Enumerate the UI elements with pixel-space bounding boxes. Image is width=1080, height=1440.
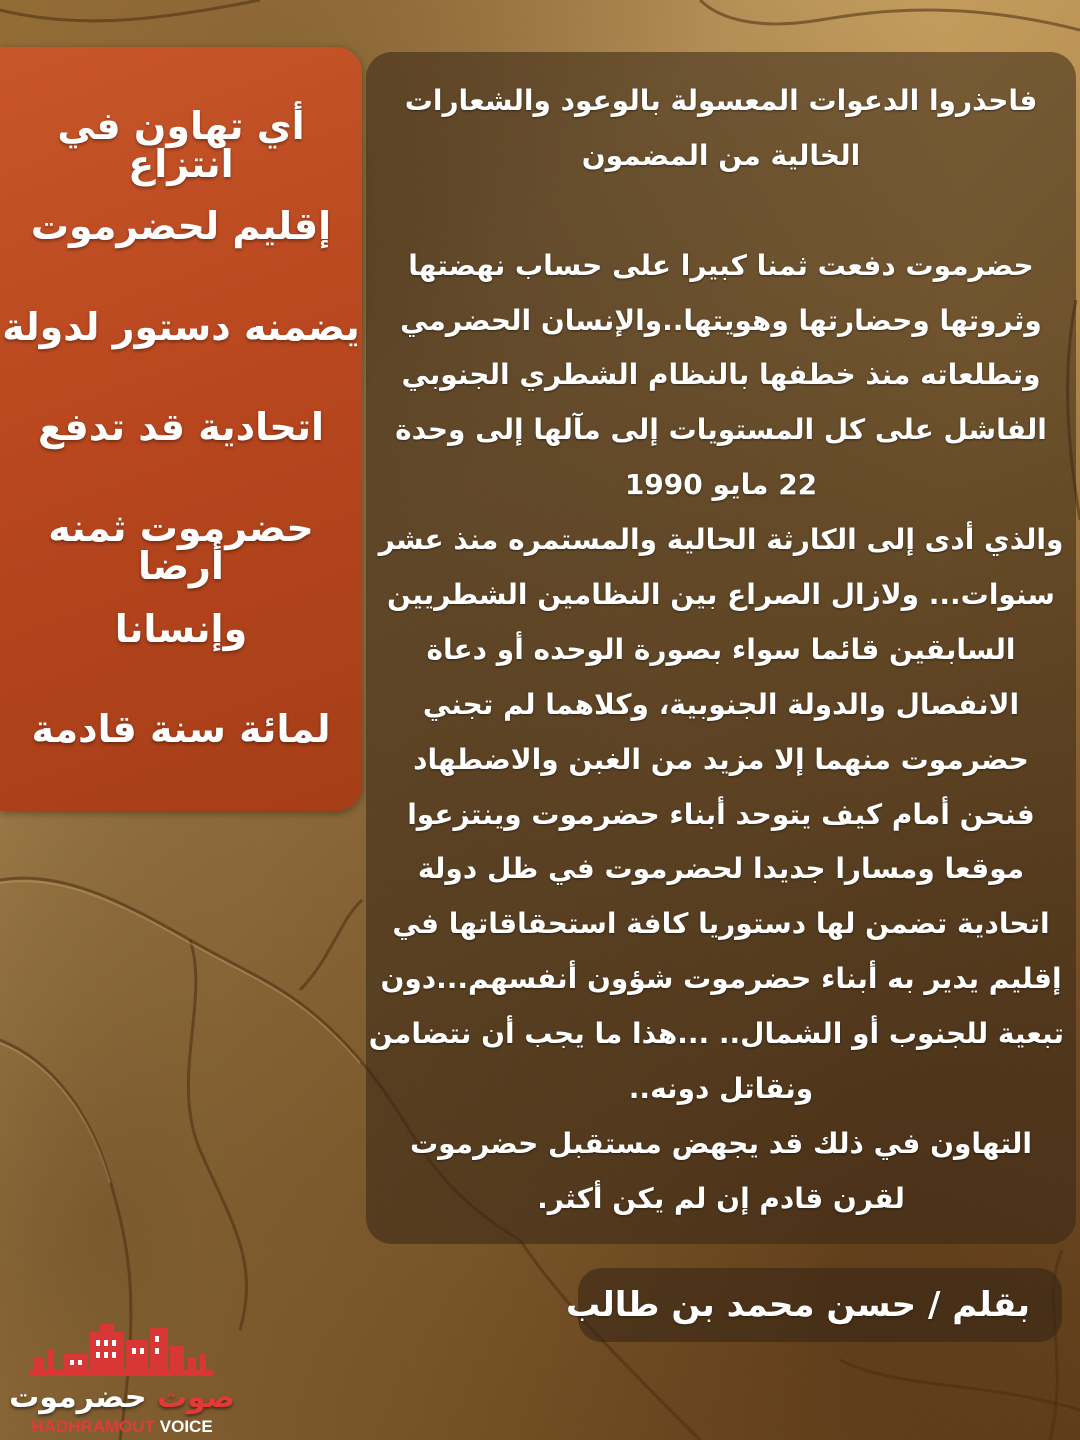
article-line: والذي أدى إلى الكارثة الحالية والمستمره منذ عشر xyxy=(378,523,1064,557)
article-line: موقعا ومسارا جديدا لحضرموت في ظل دولة xyxy=(417,852,1025,886)
author-byline: بقلم / حسن محمد بن طالب xyxy=(566,1285,1030,1325)
highlight-line: وإنسانا xyxy=(114,607,248,651)
article-line: الخالية من المضمون xyxy=(581,138,861,172)
article-line: التهاون في ذلك قد يجهض مستقبل حضرموت xyxy=(410,1126,1032,1160)
article-line: وثروتها وحضارتها وهويتها..والإنسان الحضرمي xyxy=(400,303,1042,337)
article-line: وتطلعاته منذ خطفها بالنظام الشطري الجنوبي xyxy=(401,358,1041,392)
city-skyline-icon xyxy=(4,1318,240,1378)
article-line: فاحذروا الدعوات المعسولة بالوعود والشعارات xyxy=(404,84,1038,117)
logo-word-hadhramout-en: HADHRAMOUT xyxy=(31,1417,156,1436)
highlight-line: اتحادية قد تدفع xyxy=(37,405,325,449)
logo-word-hadhramout-ar: حضرموت xyxy=(9,1380,147,1415)
article-line: ونقاتل دونه.. xyxy=(628,1072,814,1106)
article-line: حضرموت منهما إلا مزيد من الغبن والاضطهاد xyxy=(413,742,1029,776)
article-line: الانفصال والدولة الجنوبية، وكلاهما لم تجني xyxy=(422,687,1020,721)
article-line: إقليم يدير به أبناء حضرموت شؤون أنفسهم...دون xyxy=(380,962,1062,996)
article-line: حضرموت دفعت ثمنا كبيرا على حساب نهضتها xyxy=(408,248,1034,282)
logo-word-voice-ar: صوت xyxy=(156,1380,235,1415)
article-line: الفاشل على كل المستويات إلى مآلها إلى وحدة xyxy=(395,413,1047,447)
article-body xyxy=(368,74,1064,1227)
article-line: 22 مايو 1990 xyxy=(624,468,818,502)
article-line: اتحادية تضمن لها دستوريا كافة استحقاقاتها في xyxy=(392,907,1050,941)
article-line: السابقين قائما سواء بصورة الوحده أو دعاة xyxy=(426,632,1016,666)
hadhramout-voice-logo xyxy=(4,1318,240,1436)
highlight-line: يضمنه دستور لدولة xyxy=(2,305,360,349)
article-line: فنحن أمام كيف يتوحد أبناء حضرموت وينتزعوا xyxy=(407,797,1035,831)
highlight-line: لمائة سنة قادمة xyxy=(31,707,331,751)
article-line xyxy=(378,184,1064,239)
article-line: سنوات... ولازال الصراع بين النظامين الشطريين xyxy=(387,578,1055,612)
logo-word-voice-en: VOICE xyxy=(159,1417,213,1436)
article-line: لقرن قادم إن لم يكن أكثر. xyxy=(537,1181,905,1215)
highlight-line: حضرموت ثمنه أرضا xyxy=(48,506,314,588)
highlight-line: إقليم لحضرموت xyxy=(30,204,332,248)
highlight-line: أي تهاون في انتزاع xyxy=(57,104,305,186)
article-line: تبعية للجنوب أو الشمال.. ...هذا ما يجب أن نتضامن xyxy=(368,1017,1064,1051)
